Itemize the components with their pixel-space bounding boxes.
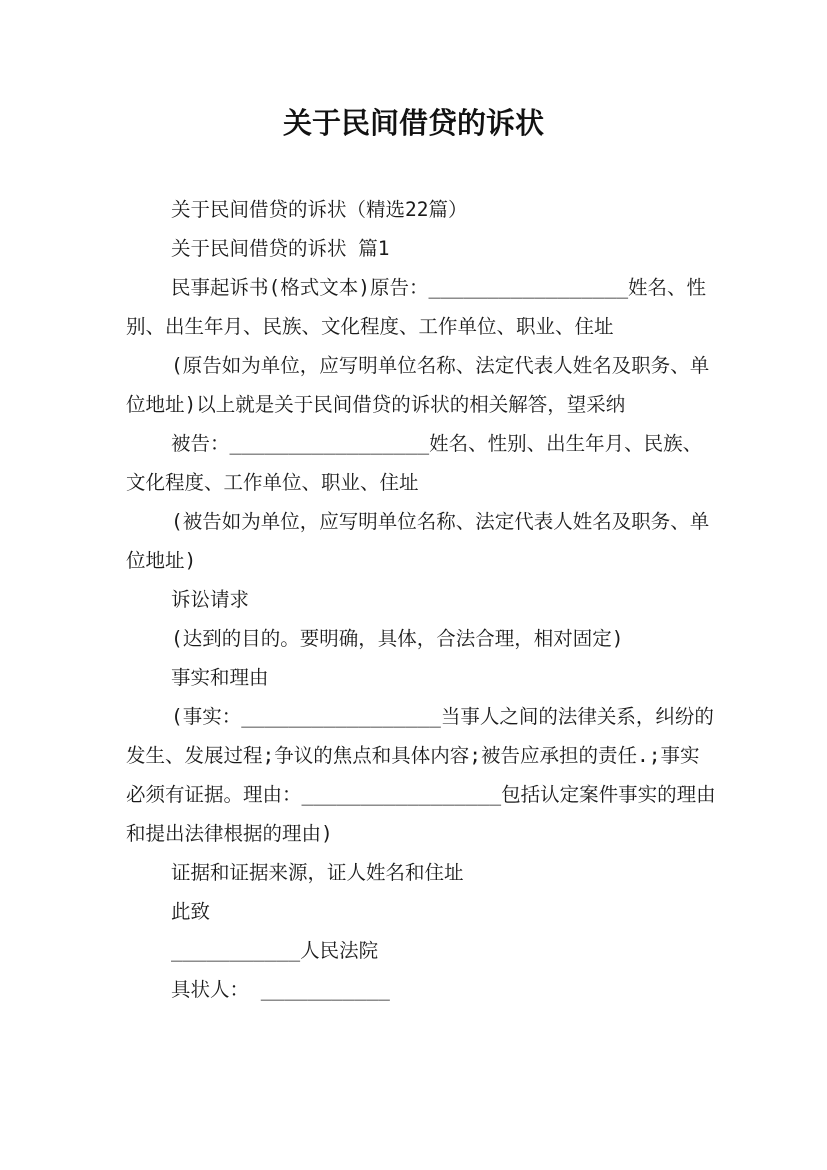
paragraph-evidence: 证据和证据来源，证人姓名和住址 (171, 861, 464, 884)
paragraph-claims-heading: 诉讼请求 (171, 588, 250, 611)
paragraph-subtitle: 关于民间借贷的诉状（精选22篇） (171, 198, 468, 221)
paragraph-plaintiff: 民事起诉书(格式文本)原告：_________________姓名、性别、出生年月、民族、文化程度、工作单位、职业、住址 (126, 276, 707, 338)
paragraph-salutation: 此致 (171, 900, 211, 923)
paragraph-defendant: 被告：_________________姓名、性别、出生年月、民族、文化程度、工作单位、职业、住址 (126, 432, 703, 494)
paragraph-facts-note: (事实：_________________当事人之间的法律关系，纠纷的发生、发展过程;争议的焦点和具体内容;被告应承担的责任.;事实必须有证据。理由：_________________包括认定案件事实的理由和提出法律根据的理由) (126, 705, 716, 845)
paragraph-claims-note: (达到的目的。要明确，具体，合法合理，相对固定) (171, 627, 624, 650)
paragraph-plaintiff-note: (原告如为单位，应写明单位名称、法定代表人姓名及职务、单位地址)以上就是关于民间借贷的诉状的相关解答，望采纳 (126, 354, 710, 416)
paragraph-court: ___________人民法院 (171, 939, 379, 962)
paragraph-facts-heading: 事实和理由 (171, 666, 269, 689)
paragraph-section-heading: 关于民间借贷的诉状 篇1 (171, 237, 390, 260)
paragraph-defendant-note: (被告如为单位，应写明单位名称、法定代表人姓名及职务、单位地址) (126, 510, 710, 572)
paragraph-signer: 具状人： ___________ (171, 978, 390, 1001)
document-title: 关于民间借贷的诉状 (282, 106, 544, 140)
document-body (126, 190, 716, 1009)
